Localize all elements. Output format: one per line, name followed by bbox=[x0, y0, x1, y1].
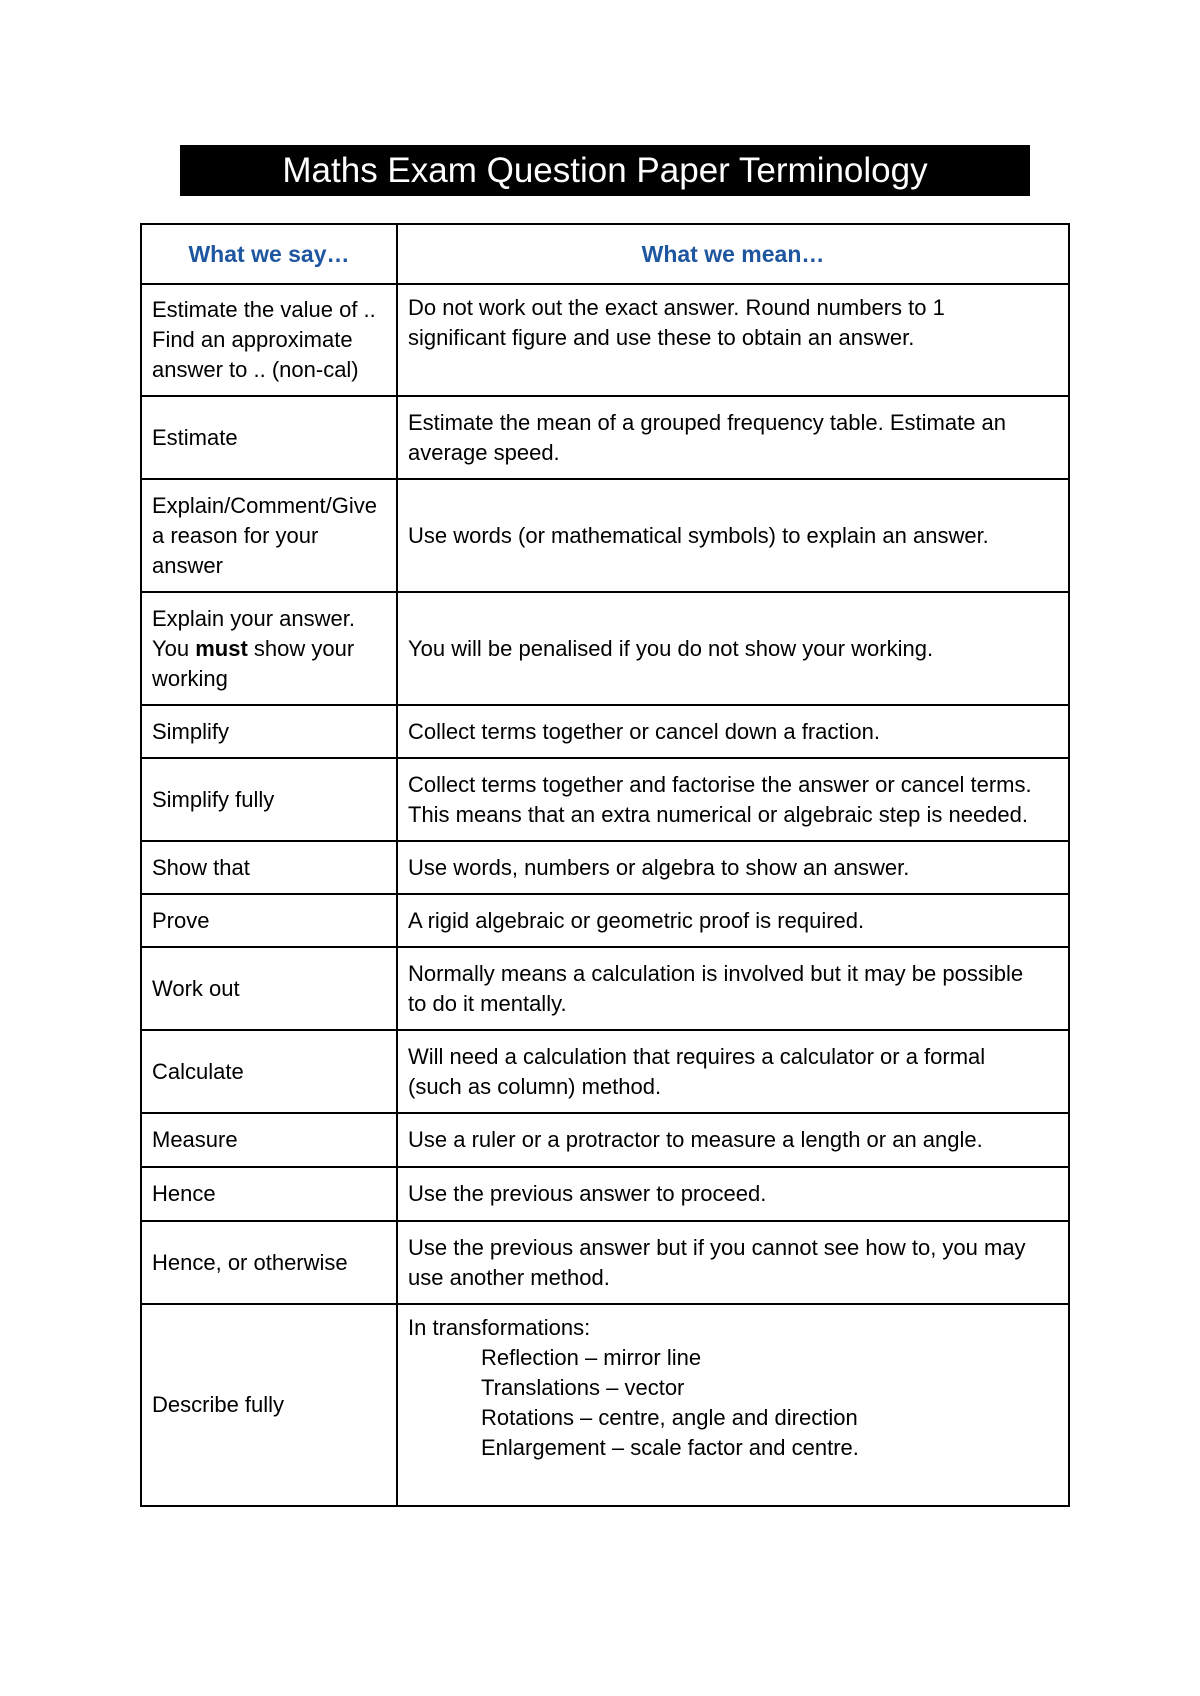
transformation-item: Reflection – mirror line bbox=[481, 1345, 702, 1370]
table-row bbox=[141, 1304, 1069, 1506]
term-cell bbox=[141, 284, 397, 396]
terminology-table bbox=[140, 223, 1070, 1507]
meaning-line: average speed. bbox=[408, 439, 560, 465]
term-cell: Describe fully bbox=[141, 1304, 397, 1506]
meaning-cell bbox=[397, 1221, 1069, 1304]
meaning-line: This means that an extra numerical or algebraic step is needed. bbox=[408, 801, 1028, 827]
table-row bbox=[141, 396, 1069, 479]
table-row bbox=[141, 841, 1069, 894]
transformation-item: Rotations – centre, angle and direction bbox=[481, 1405, 858, 1430]
meaning-cell: You will be penalised if you do not show your working. bbox=[397, 592, 1069, 705]
meaning-line: Estimate the mean of a grouped frequency table. Estimate an bbox=[408, 409, 1007, 435]
transformation-item: Enlargement – scale factor and centre. bbox=[481, 1435, 859, 1460]
meaning-cell: Use the previous answer to proceed. bbox=[397, 1167, 1069, 1221]
table-row bbox=[141, 1167, 1069, 1221]
meaning-line: to do it mentally. bbox=[408, 990, 567, 1016]
meaning-line: significant figure and use these to obtain an answer. bbox=[408, 325, 915, 350]
table-row bbox=[141, 592, 1069, 705]
meaning-cell bbox=[397, 1030, 1069, 1113]
meaning-line: Will need a calculation that requires a calculator or a formal bbox=[408, 1043, 986, 1069]
meaning-line: Use the previous answer but if you cannot see how to, you may bbox=[408, 1234, 1026, 1260]
header-what-we-mean: What we mean… bbox=[397, 224, 1069, 284]
meaning-line: (such as column) method. bbox=[408, 1073, 662, 1099]
term-line: answer to .. (non-cal) bbox=[152, 357, 359, 382]
term-cell: Hence bbox=[141, 1167, 397, 1221]
table-row bbox=[141, 705, 1069, 758]
term-cell: Prove bbox=[141, 894, 397, 947]
term-line: answer bbox=[152, 552, 223, 578]
meaning-cell bbox=[397, 947, 1069, 1030]
term-cell: Measure bbox=[141, 1113, 397, 1167]
meaning-line: In transformations: bbox=[408, 1315, 591, 1340]
term-cell: Show that bbox=[141, 841, 397, 894]
term-line: Explain/Comment/Give bbox=[152, 492, 377, 518]
meaning-line: Collect terms together and factorise the answer or cancel terms. bbox=[408, 771, 1032, 797]
term-line: Find an approximate bbox=[152, 327, 353, 352]
term-text: You bbox=[152, 635, 196, 661]
meaning-line: use another method. bbox=[408, 1264, 610, 1290]
term-line: Estimate the value of .. bbox=[152, 297, 376, 322]
table-row bbox=[141, 894, 1069, 947]
table-row bbox=[141, 1113, 1069, 1167]
page-title: Maths Exam Question Paper Terminology bbox=[180, 145, 1030, 196]
transformation-item: Translations – vector bbox=[481, 1375, 685, 1400]
term-line: working bbox=[152, 665, 228, 691]
meaning-cell bbox=[397, 1304, 1069, 1506]
term-cell: Estimate bbox=[141, 396, 397, 479]
meaning-cell: Use a ruler or a protractor to measure a length or an angle. bbox=[397, 1113, 1069, 1167]
header-what-we-say: What we say… bbox=[141, 224, 397, 284]
term-cell: Simplify fully bbox=[141, 758, 397, 841]
term-cell: Simplify bbox=[141, 705, 397, 758]
term-text: show your bbox=[247, 635, 355, 661]
term-line bbox=[152, 634, 386, 664]
table-row bbox=[141, 947, 1069, 1030]
meaning-cell: A rigid algebraic or geometric proof is required. bbox=[397, 894, 1069, 947]
term-cell: Calculate bbox=[141, 1030, 397, 1113]
meaning-cell: Use words (or mathematical symbols) to explain an answer. bbox=[397, 479, 1069, 592]
term-line: a reason for your bbox=[152, 522, 319, 548]
meaning-cell bbox=[397, 396, 1069, 479]
term-emphasis: must bbox=[195, 635, 248, 661]
meaning-cell bbox=[397, 758, 1069, 841]
term-line: Explain your answer. bbox=[152, 605, 355, 631]
meaning-cell: Collect terms together or cancel down a fraction. bbox=[397, 705, 1069, 758]
meaning-cell: Use words, numbers or algebra to show an answer. bbox=[397, 841, 1069, 894]
meaning-line: Normally means a calculation is involved but it may be possible bbox=[408, 960, 1024, 986]
term-cell bbox=[141, 479, 397, 592]
table-row bbox=[141, 1030, 1069, 1113]
term-cell bbox=[141, 592, 397, 705]
table-row bbox=[141, 479, 1069, 592]
table-row bbox=[141, 758, 1069, 841]
meaning-line: Do not work out the exact answer. Round numbers to 1 bbox=[408, 295, 945, 320]
table-row bbox=[141, 284, 1069, 396]
term-cell: Hence, or otherwise bbox=[141, 1221, 397, 1304]
table-row bbox=[141, 1221, 1069, 1304]
meaning-cell bbox=[397, 284, 1069, 396]
table-header-row bbox=[141, 224, 1069, 284]
term-cell: Work out bbox=[141, 947, 397, 1030]
